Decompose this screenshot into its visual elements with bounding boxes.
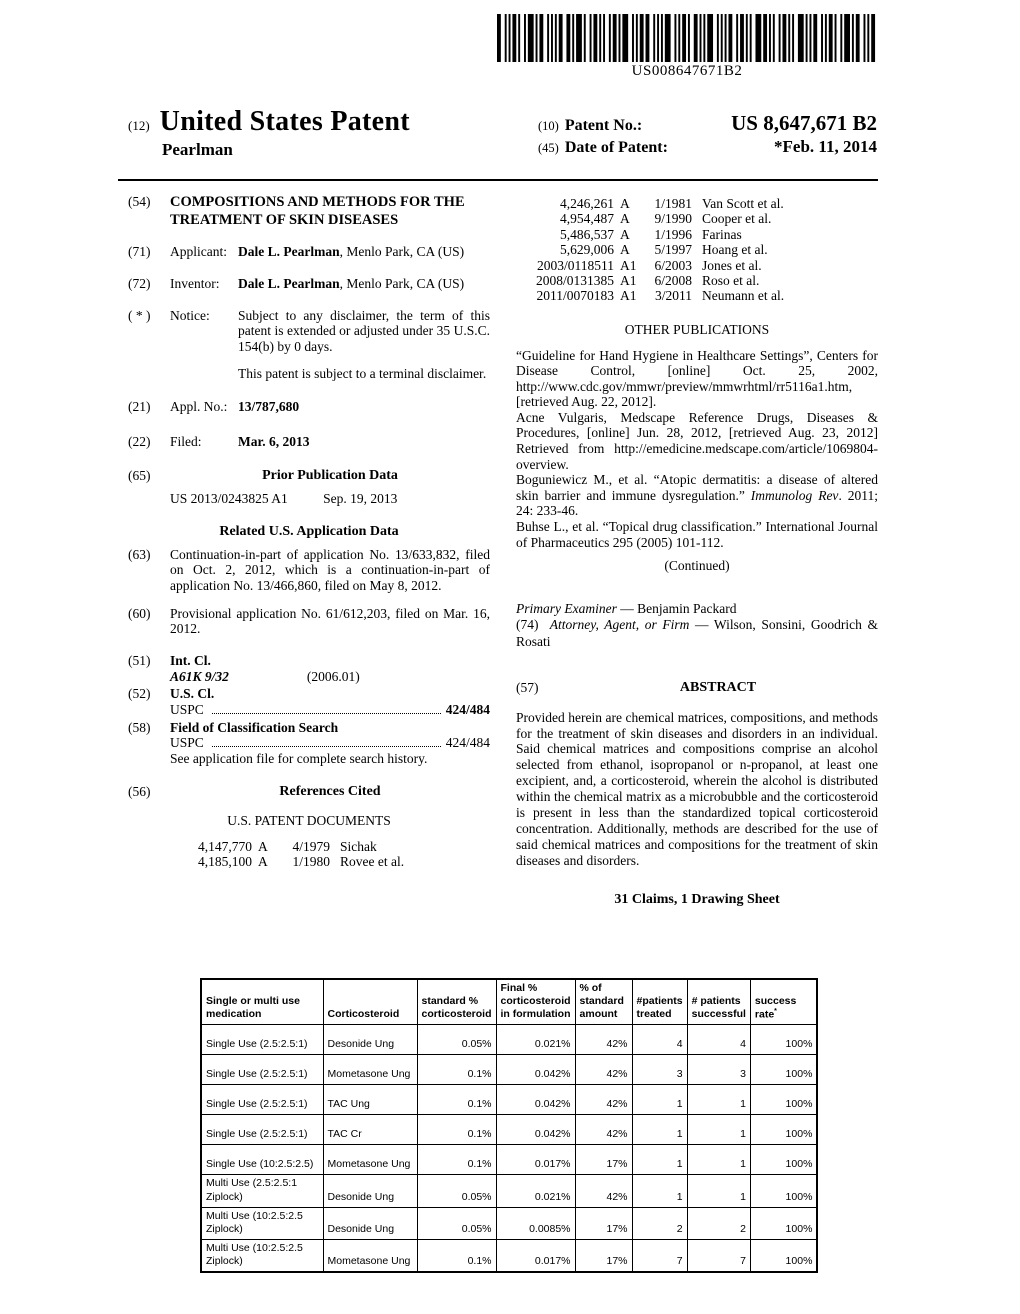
ref-name: Jones et al. <box>702 257 762 273</box>
section-references-cited: (56) References Cited <box>128 784 490 800</box>
ref-name: Cooper et al. <box>702 211 772 227</box>
table-cell: 17% <box>575 1207 632 1239</box>
date-of-patent-label: (45) Date of Patent: <box>538 139 668 157</box>
table-row <box>201 1025 817 1055</box>
table-cell: Multi Use (2.5:2.5:1 Ziplock) <box>201 1175 323 1207</box>
ref-date: 6/2003 <box>654 257 692 273</box>
section-int-cl: (51) Int. Cl. A61K 9/32 (2006.01) <box>128 653 360 684</box>
table-cell: Desonide Ung <box>323 1025 417 1055</box>
us-refs-list-right <box>518 196 878 304</box>
filed-date: Mar. 6, 2013 <box>238 433 310 449</box>
ref-number: 2011/0070183 <box>536 288 614 304</box>
inventor-name: Dale L. Pearlman <box>238 276 340 292</box>
prior-publication-heading: Prior Publication Data <box>262 467 398 483</box>
table-cell: 100% <box>750 1025 817 1055</box>
table-cell: 100% <box>750 1207 817 1239</box>
dot-leader <box>212 746 441 747</box>
table-cell: Mometasone Ung <box>323 1145 417 1175</box>
table-header-cell: Corticosteroid <box>323 979 417 1025</box>
primary-examiner-line: Primary Examiner — Benjamin Packard <box>516 600 737 616</box>
table-row <box>201 1207 817 1239</box>
ref-date: 1/1996 <box>654 226 692 242</box>
field-search-value: 424/484 <box>445 735 490 751</box>
ref-name: Rovee et al. <box>340 853 405 869</box>
ref-date: 1/1981 <box>654 196 692 211</box>
terminal-disclaimer-text: This patent is subject to a terminal disclaimer. <box>238 365 487 381</box>
int-cl-code: A61K 9/32 <box>170 668 229 684</box>
ref-kind: A1 <box>620 288 637 304</box>
table-cell: 0.042% <box>496 1085 575 1115</box>
table-cell: 1 <box>687 1085 750 1115</box>
us-patent-ref-row <box>518 211 878 226</box>
table-cell: 0.017% <box>496 1145 575 1175</box>
table-cell: 42% <box>575 1115 632 1145</box>
table-cell: 0.1% <box>417 1145 496 1175</box>
clinical-results-table <box>200 978 818 1273</box>
table-row <box>201 1239 817 1272</box>
table-cell: 42% <box>575 1085 632 1115</box>
table-cell: 4 <box>687 1025 750 1055</box>
table-cell: Single Use (2.5:2.5:1) <box>201 1025 323 1055</box>
right-column <box>516 196 878 908</box>
table-cell: 17% <box>575 1239 632 1272</box>
ref-number: 2003/0118511 <box>537 257 614 273</box>
table-cell: 100% <box>750 1175 817 1207</box>
publication-item: Buhse L., et al. “Topical drug classification.” International Journal of Pharmaceutics 295 (2005) 101-112. <box>516 519 878 550</box>
applicant-name: Dale L. Pearlman <box>238 244 340 260</box>
table-cell: 0.017% <box>496 1239 575 1272</box>
other-publications-heading: OTHER PUBLICATIONS <box>624 321 770 337</box>
us-refs-list-left <box>156 839 490 870</box>
ref-number: 4,185,100 <box>198 853 252 869</box>
publication-date: Sep. 19, 2013 <box>323 490 398 506</box>
table-cell: 1 <box>687 1115 750 1145</box>
references-cited-heading: References Cited <box>279 783 381 799</box>
table-cell: Single Use (2.5:2.5:1) <box>201 1055 323 1085</box>
table-cell: 4 <box>632 1025 687 1055</box>
section-field-of-search: (58) Field of Classification Search USPC 424/484 See application file for complete search history. <box>128 719 490 766</box>
ref-date: 5/1997 <box>654 242 692 258</box>
ref-date: 4/1979 <box>292 838 330 854</box>
us-patent-ref-row <box>156 854 490 869</box>
abstract-heading-row: (57) ABSTRACT <box>516 680 878 696</box>
table-cell: Single Use (2.5:2.5:1) <box>201 1115 323 1145</box>
table-cell: 1 <box>632 1175 687 1207</box>
table-row <box>201 1085 817 1115</box>
table-row <box>201 1175 817 1207</box>
table-header-cell: #patients treated <box>632 979 687 1025</box>
us-patent-ref-row <box>518 288 878 303</box>
table-cell: 0.042% <box>496 1115 575 1145</box>
us-patent-documents-heading: U.S. PATENT DOCUMENTS <box>227 812 391 828</box>
table-cell: Single Use (10:2.5:2.5) <box>201 1145 323 1175</box>
ref-kind: A1 <box>620 257 637 273</box>
table-cell: 3 <box>632 1055 687 1085</box>
table-cell: Multi Use (10:2.5:2.5 Ziplock) <box>201 1207 323 1239</box>
ref-kind: A <box>620 211 630 227</box>
application-number: 13/787,680 <box>238 399 300 415</box>
table-cell: Desonide Ung <box>323 1207 417 1239</box>
publication-item: “Guideline for Hand Hygiene in Healthcare Settings”, Centers for Disease Control, [online] Oct. 25, 2002, http://www.cdc.gov/mmwr/preview/mmwrhtml/rr5116a1.htm, [retrieved Aug. 22, 2012]. <box>516 347 878 410</box>
section-inventor: (72) Inventor: Dale L. Pearlman, Menlo Park, CA (US) <box>128 276 465 292</box>
table-header-cell: % of standard amount <box>575 979 632 1025</box>
ref-number: 4,954,487 <box>560 211 614 227</box>
publications-list <box>516 348 878 551</box>
table-header-row <box>201 979 817 1025</box>
attorney-name: — Wilson, Sonsini, Goodrich & Rosati <box>516 617 878 649</box>
table-cell: 2 <box>687 1207 750 1239</box>
ref-date: 3/2011 <box>655 288 692 304</box>
table-cell: 1 <box>687 1145 750 1175</box>
inventor-surname: Pearlman <box>162 140 233 159</box>
section-provisional: (60) Provisional application No. 61/612,203, filed on Mar. 16, 2012. <box>128 605 490 637</box>
patent-header-right <box>538 110 877 158</box>
us-patent-ref-row <box>156 839 490 854</box>
section-appl-no: (21) Appl. No.: 13/787,680 <box>128 399 490 415</box>
table-cell: Mometasone Ung <box>323 1239 417 1272</box>
table-row <box>201 1115 817 1145</box>
table-cell: 0.042% <box>496 1055 575 1085</box>
table-cell: TAC Cr <box>323 1115 417 1145</box>
provisional-text: Provisional application No. 61/612,203, filed on Mar. 16, 2012. <box>170 605 490 637</box>
section-notice: ( * ) Notice: Subject to any disclaimer, the term of this patent is extended or adjusted under 35 U.S.C. 154(b) by 0 days. This patent is subject to a terminal disclaimer. <box>128 307 490 381</box>
table-cell: 2 <box>632 1207 687 1239</box>
barcode <box>497 14 877 80</box>
page-title: United States Patent <box>159 106 410 137</box>
attorney-line: (74) Attorney, Agent, or Firm — Wilson, Sonsini, Goodrich & Rosati <box>516 617 878 649</box>
section-prior-publication: (65) Prior Publication Data <box>128 468 490 484</box>
patent-header-left <box>128 106 410 160</box>
section-filed: (22) Filed: Mar. 6, 2013 <box>128 434 490 450</box>
ref-name: Sichak <box>340 838 377 854</box>
table-cell: 17% <box>575 1145 632 1175</box>
examiner-name: — Benjamin Packard <box>616 600 737 616</box>
ref-number: 5,486,537 <box>560 226 614 242</box>
table-cell: 100% <box>750 1115 817 1145</box>
table-header-cell: standard % corticosteroid <box>417 979 496 1025</box>
abstract-heading: ABSTRACT <box>679 680 757 696</box>
table-header-cell: # patients successful <box>687 979 750 1025</box>
table-cell: 0.021% <box>496 1025 575 1055</box>
ref-name: Neumann et al. <box>702 288 785 304</box>
table-cell: 42% <box>575 1025 632 1055</box>
table-header-cell: Single or multi use medication <box>201 979 323 1025</box>
uspc-value: 424/484 <box>445 702 490 717</box>
table-cell: 1 <box>632 1145 687 1175</box>
table-cell: Multi Use (10:2.5:2.5 Ziplock) <box>201 1239 323 1272</box>
us-patent-ref-row <box>518 227 878 242</box>
ref-kind: A <box>620 226 630 242</box>
table-cell: 42% <box>575 1055 632 1085</box>
table-cell: 0.1% <box>417 1085 496 1115</box>
header-divider <box>118 179 878 181</box>
patent-no-label: (10) Patent No.: <box>538 117 643 134</box>
table-cell: 100% <box>750 1239 817 1272</box>
barcode-graphic <box>497 14 877 62</box>
claims-line: 31 Claims, 1 Drawing Sheet <box>614 891 780 907</box>
table-cell: Desonide Ung <box>323 1175 417 1207</box>
section-us-cl: (52) U.S. Cl. USPC 424/484 <box>128 686 490 717</box>
continuation-text: Continuation-in-part of application No. 13/633,832, filed on Oct. 2, 2012, which is a continuation-in-part of application No. 13/466,860, filed on May 8, 2012. <box>170 546 490 594</box>
table-cell: 0.1% <box>417 1115 496 1145</box>
ref-date: 6/2008 <box>654 273 692 289</box>
patent-no-value: US 8,647,671 B2 <box>731 111 877 135</box>
int-cl-year: (2006.01) <box>306 668 360 684</box>
table-cell: 100% <box>750 1145 817 1175</box>
ref-name: Farinas <box>702 226 742 242</box>
section-title: (54) COMPOSITIONS AND METHODS FOR THE TREATMENT OF SKIN DISEASES <box>128 194 490 229</box>
ref-number: 5,629,006 <box>560 242 614 258</box>
table-cell: 3 <box>687 1055 750 1085</box>
table-cell: Mometasone Ung <box>323 1055 417 1085</box>
ref-name: Roso et al. <box>702 273 760 289</box>
table-cell: TAC Ung <box>323 1085 417 1115</box>
us-patent-ref-row <box>518 242 878 257</box>
invention-title: COMPOSITIONS AND METHODS FOR THE TREATMENT OF SKIN DISEASES <box>170 194 465 228</box>
continued-note: (Continued) <box>664 558 730 574</box>
ref-kind: A <box>258 853 268 869</box>
table-cell: 0.021% <box>496 1175 575 1207</box>
table-header-cell: success rate* <box>750 979 817 1025</box>
table-cell: 7 <box>687 1239 750 1272</box>
table-cell: 1 <box>632 1115 687 1145</box>
table-header-cell: Final % corticosteroid in formulation <box>496 979 575 1025</box>
abstract-text: Provided herein are chemical matrices, compositions, and methods for the treatment of skin diseases and disorders in an individual. Said chemical matrices and compositions comprise an alcohol selected from ethanol, isopropanol or n-propanol, at least one excipient, and, a corticosteroid, wherein the alcohol is distributed within the chemical matrix as a microbubble and the corticosteroid is present in less than the standardized topical corticosteroid concentration. Additionally, methods are described for the use of said chemical matrices and compositions for the treatment of skin diseases and disorders. <box>516 709 878 868</box>
ref-name: Van Scott et al. <box>702 196 784 211</box>
table-cell: 0.05% <box>417 1207 496 1239</box>
ref-number: 4,246,261 <box>560 196 614 211</box>
ref-kind: A <box>620 242 630 258</box>
related-app-data-heading: Related U.S. Application Data <box>219 523 399 539</box>
us-patent-ref-row <box>518 273 878 288</box>
notice-text: Subject to any disclaimer, the term of this patent is extended or adjusted under 35 U.S.C. 154(b) by 0 days. <box>238 307 490 354</box>
search-history-note: See application file for complete search history. <box>170 750 428 766</box>
table-cell: 1 <box>687 1175 750 1207</box>
table-cell: 0.05% <box>417 1025 496 1055</box>
kind-code-number: (12) <box>128 118 150 133</box>
ref-number: 4,147,770 <box>198 838 252 854</box>
ref-kind: A <box>258 838 268 854</box>
us-patent-ref-row <box>518 258 878 273</box>
publication-number: US 2013/0243825 A1 <box>170 490 288 506</box>
ref-name: Hoang et al. <box>702 242 768 258</box>
us-patent-ref-row <box>518 196 878 211</box>
table-cell: 100% <box>750 1085 817 1115</box>
left-column <box>128 194 490 869</box>
table-cell: 0.0085% <box>496 1207 575 1239</box>
table-row <box>201 1145 817 1175</box>
table-cell: 42% <box>575 1175 632 1207</box>
section-continuation: (63) Continuation-in-part of application No. 13/633,832, filed on Oct. 2, 2012, which is a continuation-in-part of application No. 13/466,860, filed on May 8, 2012. <box>128 546 490 594</box>
ref-kind: A <box>620 196 630 211</box>
section-applicant: (71) Applicant: Dale L. Pearlman, Menlo Park, CA (US) <box>128 244 465 260</box>
table-cell: 0.05% <box>417 1175 496 1207</box>
dot-leader <box>212 713 441 714</box>
date-of-patent-value: *Feb. 11, 2014 <box>774 137 877 157</box>
publication-item: Boguniewicz M., et al. “Atopic dermatitis: a disease of altered skin barrier and immune dysregulation.” Immunolog Rev. 2011; 24: 233-46. <box>516 472 878 519</box>
publication-item: Acne Vulgaris, Medscape Reference Drugs, Diseases & Procedures, [online] Jun. 28, 2012, [retrieved Aug. 23, 2012] Retrieved from http://emedicine.medscape.com/article/1069804-overview. <box>516 409 878 472</box>
table-cell: 100% <box>750 1055 817 1085</box>
barcode-number: US008647671B2 <box>631 63 743 79</box>
table-row <box>201 1055 817 1085</box>
ref-number: 2008/0131385 <box>535 273 614 289</box>
ref-kind: A1 <box>620 273 637 289</box>
table-cell: 0.1% <box>417 1239 496 1272</box>
prior-publication-line <box>128 491 490 507</box>
ref-date: 9/1990 <box>654 211 692 227</box>
table-cell: 7 <box>632 1239 687 1272</box>
table-cell: 1 <box>632 1085 687 1115</box>
table-cell: Single Use (2.5:2.5:1) <box>201 1085 323 1115</box>
table-cell: 0.1% <box>417 1055 496 1085</box>
ref-date: 1/1980 <box>292 853 330 869</box>
